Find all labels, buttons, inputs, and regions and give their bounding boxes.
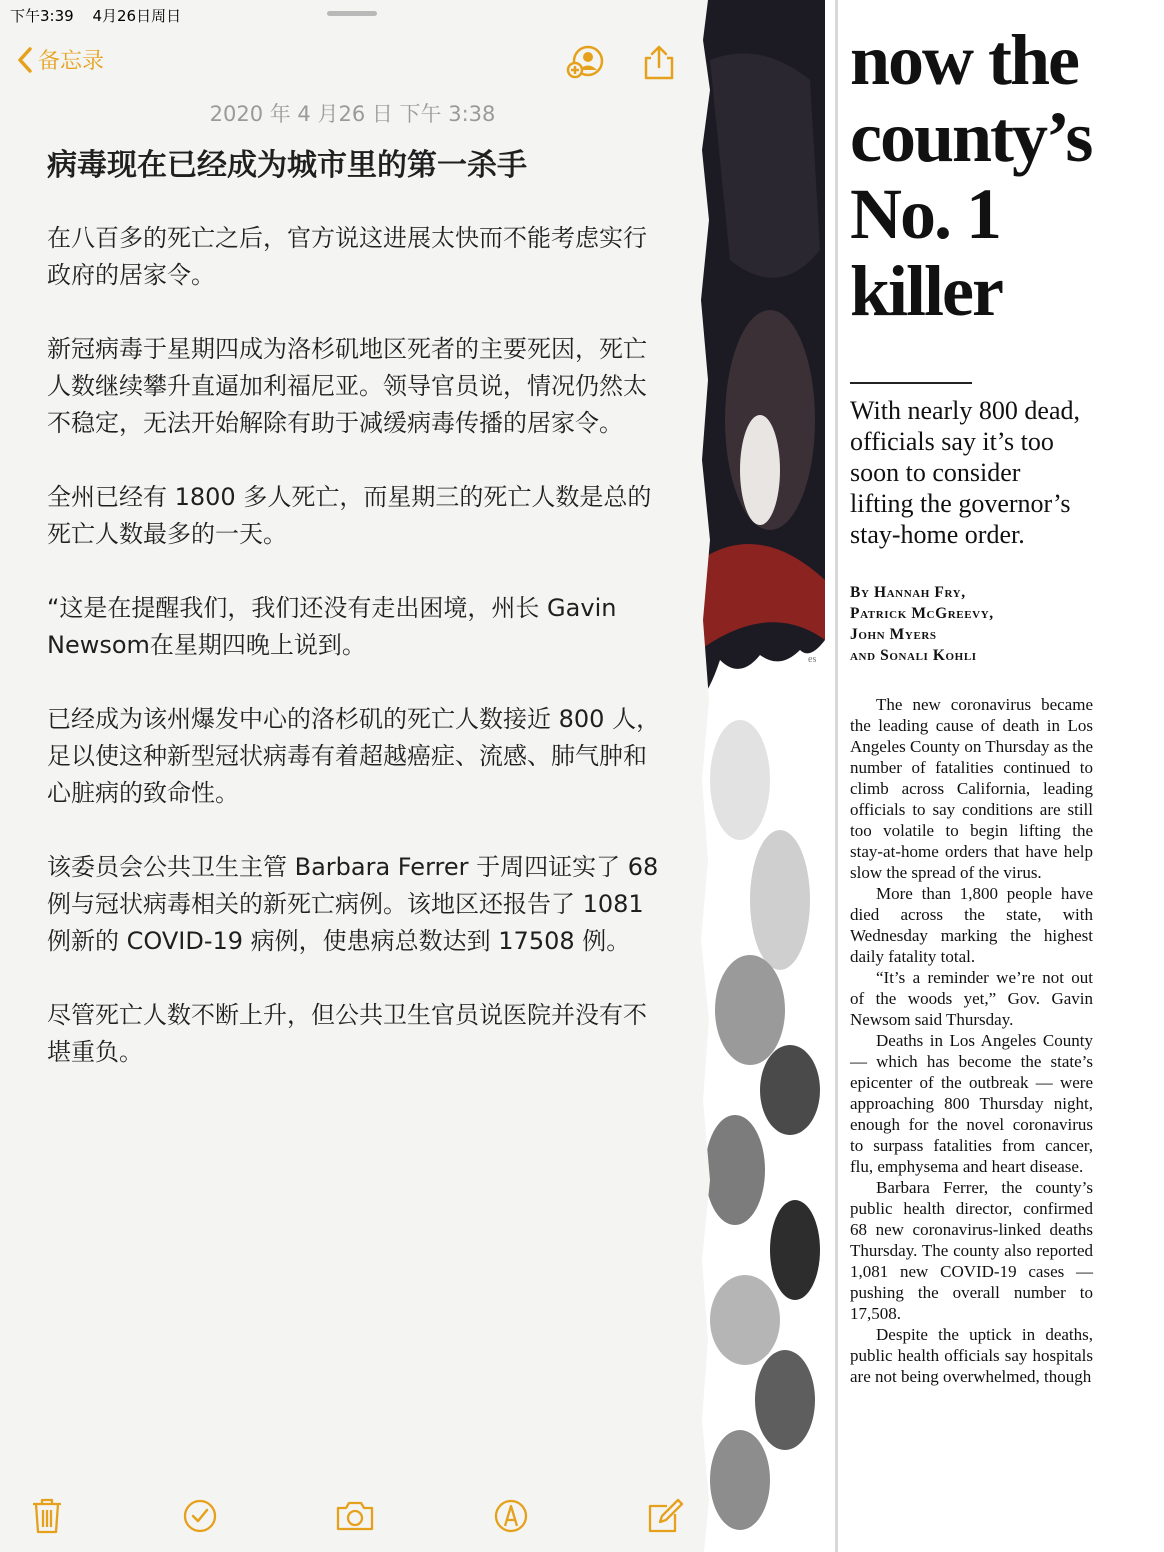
status-bar — [10, 5, 195, 26]
note-paragraph: “这是在提醒我们，我们还没有走出困境，州长 Gavin Newsom在星期四晚上说到。 — [47, 594, 617, 659]
compose-icon[interactable] — [645, 1496, 685, 1536]
byline-line: By Hannah Fry, — [850, 584, 966, 601]
share-icon[interactable] — [640, 44, 678, 82]
newspaper-byline — [850, 582, 1100, 666]
headline-line: killer — [850, 251, 1002, 331]
headline-rule — [850, 382, 972, 384]
article-paragraph: The new coronavirus became the leading cause of death in Los Angeles County on Thursday as the number of fatalities continued to climb across California, leading officials to say conditions are still too volatile to begin lifting the stay-at-home orders that have help slow the spread of the virus. — [850, 695, 1093, 882]
notes-grabber[interactable] — [327, 11, 377, 16]
newspaper-pane — [838, 0, 1164, 1552]
article-paragraph: “It’s a reminder we’re not out of the woods yet,” Gov. Gavin Newsom said Thursday. — [850, 968, 1093, 1029]
headline-line: No. 1 — [850, 174, 1000, 254]
note-paragraph: 已经成为该州爆发中心的洛杉矶的死亡人数接近 800 人，足以使这种新型冠状病毒有着超越癌症、流感、肺气肿和心脏病的致命性。 — [47, 705, 661, 807]
chevron-left-icon — [16, 46, 34, 74]
article-paragraph: More than 1,800 people have died across the state, with Wednesday marking the highest daily fatality total. — [850, 884, 1093, 966]
newspaper-headline — [850, 22, 1164, 330]
headline-line: county’s — [850, 97, 1092, 177]
status-time: 下午3:39 — [10, 7, 74, 25]
camera-icon[interactable] — [335, 1496, 375, 1536]
back-button[interactable] — [16, 44, 104, 75]
newspaper-article — [850, 694, 1093, 1387]
article-paragraph: Barbara Ferrer, the county’s public health director, confirmed 68 new coronavirus-linked deaths Thursday. The county also reported 1,081 new COVID-19 cases — pushing the overall number to 17,508. — [850, 1178, 1093, 1323]
headline-line: now the — [850, 20, 1079, 100]
byline-line: John Myers — [850, 626, 937, 643]
article-paragraph: Despite the uptick in deaths, public health officials say hospitals are not being overwhelmed, though — [850, 1325, 1093, 1386]
back-label: 备忘录 — [38, 49, 105, 74]
byline-line: and Sonali Kohli — [850, 647, 977, 664]
article-paragraph: Deaths in Los Angeles County — which has become the state’s epicenter of the outbreak — were approaching 800 Thursday night, enough for the novel coronavirus to surpass fatalities from cancer, flu, emphysema and heart disease. — [850, 1031, 1093, 1176]
add-person-icon[interactable] — [566, 44, 604, 82]
markup-pen-icon[interactable] — [491, 1496, 531, 1536]
note-paragraph: 尽管死亡人数不断上升，但公共卫生官员说医院并没有不堪重负。 — [47, 1001, 647, 1066]
byline-line: Patrick McGreevy, — [850, 605, 994, 622]
note-paragraph: 该委员会公共卫生主管 Barbara Ferrer 于周四证实了 68 例与冠状病毒相关的新死亡病例。该地区还报告了 1081 例新的 COVID-19 病例，使患病总数达到 17508 例。 — [47, 853, 659, 955]
note-timestamp: 2020 年 4 月26 日 下午 3:38 — [209, 102, 496, 126]
newspaper-photo — [700, 0, 835, 1552]
note-paragraph: 在八百多的死亡之后，官方说这进展太快而不能考虑实行政府的居家令。 — [47, 224, 647, 289]
note-body[interactable] — [47, 220, 667, 1108]
newspaper-photo-strip — [700, 0, 835, 1552]
checkmark-circle-icon[interactable] — [180, 1496, 220, 1536]
newspaper-dek: With nearly 800 dead, officials say it’s too soon to consider lifting the governor’s stay-home order. — [850, 396, 1080, 549]
trash-icon[interactable] — [27, 1496, 67, 1536]
note-paragraph: 新冠病毒于星期四成为洛杉矶地区死者的主要死因，死亡人数继续攀升直逼加利福尼亚。领导官员说，情况仍然太不稳定，无法开始解除有助于减缓病毒传播的居家令。 — [47, 335, 647, 437]
note-title[interactable]: 病毒现在已经成为城市里的第一杀手 — [47, 148, 527, 183]
note-paragraph: 全州已经有 1800 多人死亡，而星期三的死亡人数是总的死亡人数最多的一天。 — [47, 483, 652, 548]
photo-caption-fragment: es — [808, 654, 817, 665]
status-date: 4月26日周日 — [92, 7, 182, 25]
